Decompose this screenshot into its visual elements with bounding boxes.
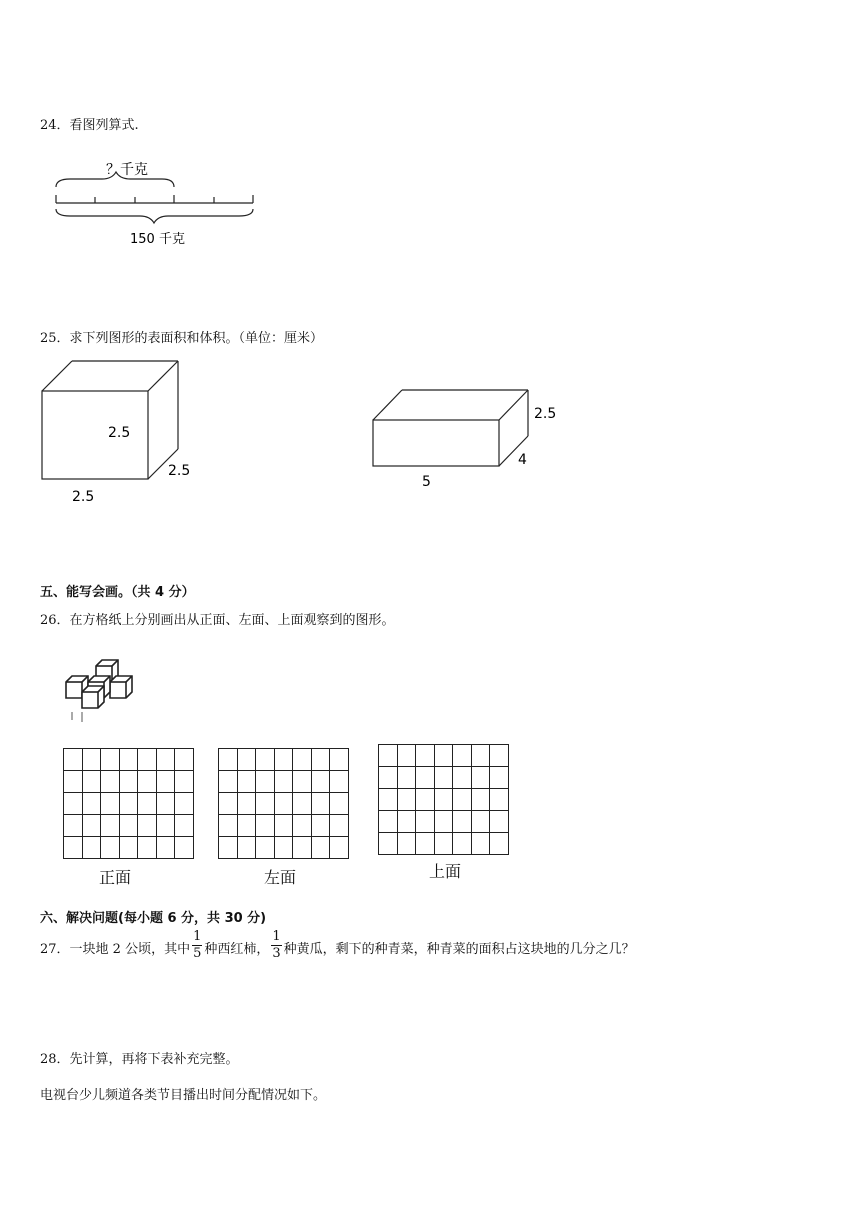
grid-cell[interactable] xyxy=(138,749,157,771)
grid-cell[interactable] xyxy=(311,793,330,815)
cuboid-length-label: 5 xyxy=(422,474,431,490)
grid-cell[interactable] xyxy=(256,771,275,793)
grid-cell[interactable] xyxy=(293,837,312,859)
grid-cell[interactable] xyxy=(138,815,157,837)
grid-cell[interactable] xyxy=(397,811,416,833)
grid-cell[interactable] xyxy=(490,767,509,789)
grid-cell[interactable] xyxy=(175,815,194,837)
grid-cell[interactable] xyxy=(156,749,175,771)
line-segment-diagram xyxy=(50,155,265,255)
grid-cell[interactable] xyxy=(293,749,312,771)
question-27-text xyxy=(40,929,635,967)
grid-cell[interactable] xyxy=(311,837,330,859)
bottom-label: 150 千克 xyxy=(130,232,185,247)
grid-cell[interactable] xyxy=(330,815,349,837)
grid-cell[interactable] xyxy=(471,767,490,789)
grid-cell[interactable] xyxy=(219,837,238,859)
grid-cell[interactable] xyxy=(397,789,416,811)
grid-cell[interactable] xyxy=(82,793,101,815)
grid-cell[interactable] xyxy=(434,767,453,789)
grid-cell[interactable] xyxy=(138,793,157,815)
grid-cell[interactable] xyxy=(434,833,453,855)
grid-cell[interactable] xyxy=(156,771,175,793)
stacked-cubes-figure xyxy=(52,652,144,724)
grid-cell[interactable] xyxy=(379,833,398,855)
top-label: ？千克 xyxy=(106,162,148,178)
question-27-part2: 种西红柿， xyxy=(204,942,270,957)
grid-cell[interactable] xyxy=(237,837,256,859)
grid-cell[interactable] xyxy=(330,793,349,815)
grid-cell[interactable] xyxy=(416,789,435,811)
grid-cell[interactable] xyxy=(379,789,398,811)
grid-cell[interactable] xyxy=(82,837,101,859)
bottom-brace xyxy=(56,209,253,223)
fraction-one-third: $\frac{1}{3}$ xyxy=(272,929,281,961)
cuboid-height-label: 2.5 xyxy=(534,406,557,422)
grid-cell[interactable] xyxy=(490,745,509,767)
cube-width-label: 2.5 xyxy=(72,489,95,505)
question-28-text: 28．先计算，再将下表补充完整。 xyxy=(40,1052,239,1067)
grid-cell[interactable] xyxy=(82,815,101,837)
grid-top[interactable] xyxy=(378,744,509,855)
grid-cell[interactable] xyxy=(219,793,238,815)
grid-cell[interactable] xyxy=(237,793,256,815)
grid-cell[interactable] xyxy=(274,815,293,837)
grid-front[interactable] xyxy=(63,748,194,859)
grid-cell[interactable] xyxy=(379,767,398,789)
grid-cell[interactable] xyxy=(256,837,275,859)
grid-cell[interactable] xyxy=(101,815,120,837)
grid-cell[interactable] xyxy=(274,793,293,815)
grid-cell[interactable] xyxy=(490,811,509,833)
fraction-one-fifth: $\frac{1}{5}$ xyxy=(193,929,202,961)
grid-cell[interactable] xyxy=(175,793,194,815)
grid-left-label: 左面 xyxy=(264,868,297,887)
grid-cell[interactable] xyxy=(416,811,435,833)
grid-cell[interactable] xyxy=(416,833,435,855)
grid-cell[interactable] xyxy=(490,789,509,811)
grid-cell[interactable] xyxy=(101,749,120,771)
grid-cell[interactable] xyxy=(330,771,349,793)
grid-front-label: 正面 xyxy=(99,868,132,887)
top-brace xyxy=(56,172,174,187)
grid-cell[interactable] xyxy=(175,837,194,859)
grid-cell[interactable] xyxy=(119,771,138,793)
grid-cell[interactable] xyxy=(138,771,157,793)
grid-cell[interactable] xyxy=(397,745,416,767)
grid-cell[interactable] xyxy=(293,815,312,837)
cube-height-label: 2.5 xyxy=(108,425,131,441)
grid-cell[interactable] xyxy=(119,837,138,859)
grid-cell[interactable] xyxy=(471,811,490,833)
cuboid-depth-label: 4 xyxy=(518,452,527,468)
cube-depth-label: 2.5 xyxy=(168,463,191,479)
cube-figure xyxy=(36,355,206,505)
grid-cell[interactable] xyxy=(397,767,416,789)
grid-cell[interactable] xyxy=(64,749,83,771)
grid-cell[interactable] xyxy=(453,833,472,855)
grid-cell[interactable] xyxy=(119,815,138,837)
grid-cell[interactable] xyxy=(453,811,472,833)
grid-cell[interactable] xyxy=(330,837,349,859)
grid-cell[interactable] xyxy=(219,771,238,793)
grid-cell[interactable] xyxy=(119,793,138,815)
grid-cell[interactable] xyxy=(138,837,157,859)
grid-cell[interactable] xyxy=(175,749,194,771)
grid-cell[interactable] xyxy=(256,749,275,771)
grid-cell[interactable] xyxy=(434,811,453,833)
grid-cell[interactable] xyxy=(237,815,256,837)
cuboid-figure xyxy=(366,378,586,493)
grid-cell[interactable] xyxy=(453,789,472,811)
grid-cell[interactable] xyxy=(397,833,416,855)
grid-cell[interactable] xyxy=(330,749,349,771)
grid-cell[interactable] xyxy=(416,745,435,767)
grid-cell[interactable] xyxy=(64,793,83,815)
grid-cell[interactable] xyxy=(274,749,293,771)
grid-cell[interactable] xyxy=(434,745,453,767)
grid-cell[interactable] xyxy=(64,771,83,793)
grid-cell[interactable] xyxy=(101,771,120,793)
question-25-text: 25．求下列图形的表面积和体积。（单位：厘米） xyxy=(40,331,324,346)
grid-cell[interactable] xyxy=(434,789,453,811)
question-28-subtext: 电视台少儿频道各类节目播出时间分配情况如下。 xyxy=(40,1088,327,1103)
section-6-title: 六、解决问题(每小题 6 分，共 30 分) xyxy=(40,911,267,926)
grid-cell[interactable] xyxy=(379,811,398,833)
question-24-text: 24．看图列算式. xyxy=(40,118,139,133)
grid-cell[interactable] xyxy=(453,745,472,767)
grid-cell[interactable] xyxy=(64,837,83,859)
grid-left[interactable] xyxy=(218,748,349,859)
grid-cell[interactable] xyxy=(416,767,435,789)
grid-cell[interactable] xyxy=(219,815,238,837)
grid-cell[interactable] xyxy=(64,815,83,837)
grid-cell[interactable] xyxy=(471,833,490,855)
grid-cell[interactable] xyxy=(156,837,175,859)
grid-cell[interactable] xyxy=(219,749,238,771)
grid-cell[interactable] xyxy=(311,749,330,771)
grid-cell[interactable] xyxy=(237,771,256,793)
grid-top-label: 上面 xyxy=(429,862,462,881)
grid-cell[interactable] xyxy=(379,745,398,767)
grid-cell[interactable] xyxy=(175,771,194,793)
grid-cell[interactable] xyxy=(101,793,120,815)
grid-cell[interactable] xyxy=(156,793,175,815)
grid-cell[interactable] xyxy=(311,815,330,837)
grid-cell[interactable] xyxy=(101,837,120,859)
grid-cell[interactable] xyxy=(256,793,275,815)
section-5-title: 五、能写会画。（共 4 分） xyxy=(40,585,195,600)
grid-cell[interactable] xyxy=(82,749,101,771)
grid-cell[interactable] xyxy=(293,793,312,815)
grid-cell[interactable] xyxy=(156,815,175,837)
grid-cell[interactable] xyxy=(453,767,472,789)
grid-cell[interactable] xyxy=(274,771,293,793)
grid-cell[interactable] xyxy=(471,789,490,811)
question-27-part3: 种黄瓜，剩下的种青菜，种青菜的面积占这块地的几分之几？ xyxy=(283,942,635,957)
question-27-part1: 27．一块地 2 公顷，其中 xyxy=(40,942,191,957)
grid-cell[interactable] xyxy=(490,833,509,855)
grid-cell[interactable] xyxy=(311,771,330,793)
grid-cell[interactable] xyxy=(293,771,312,793)
grid-cell[interactable] xyxy=(256,815,275,837)
grid-cell[interactable] xyxy=(82,771,101,793)
question-26-text: 26．在方格纸上分别画出从正面、左面、上面观察到的图形。 xyxy=(40,613,395,628)
grid-cell[interactable] xyxy=(274,837,293,859)
grid-cell[interactable] xyxy=(237,749,256,771)
grid-cell[interactable] xyxy=(119,749,138,771)
grid-cell[interactable] xyxy=(471,745,490,767)
